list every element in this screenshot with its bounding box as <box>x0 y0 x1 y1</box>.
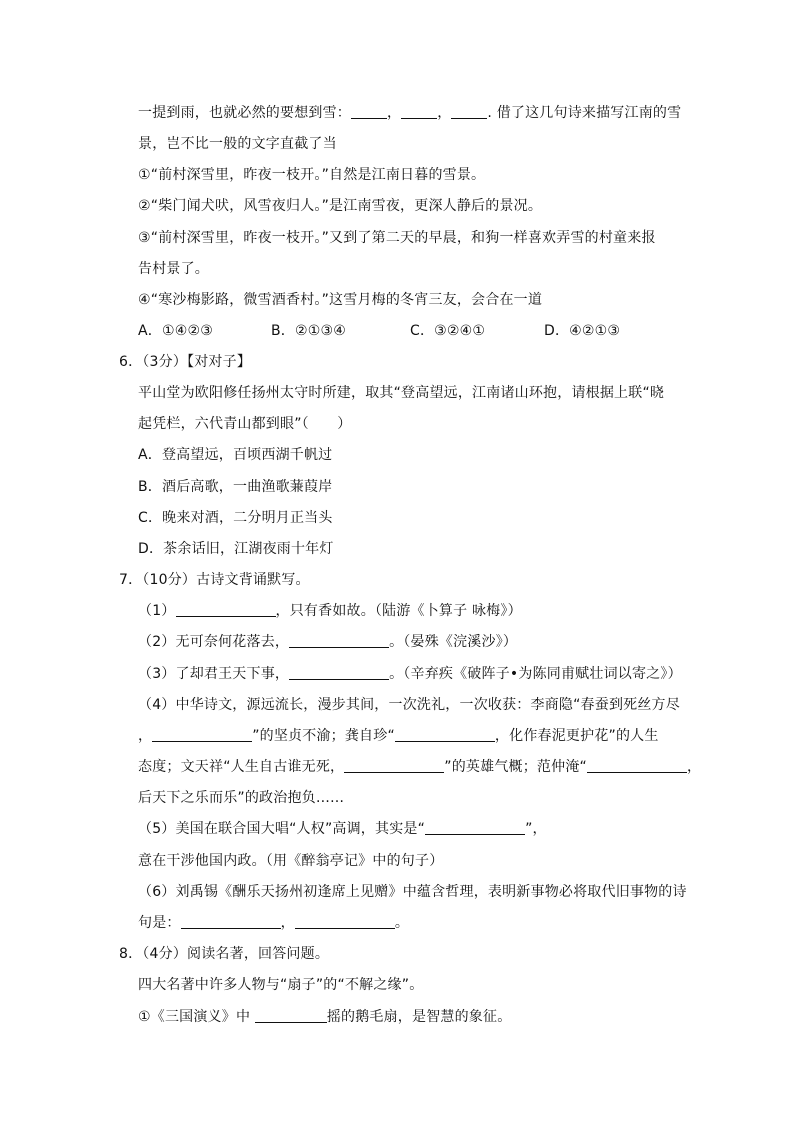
q7-blank-2[interactable] <box>289 633 389 648</box>
q7-sub6-line2: 句是： ， 。 <box>138 915 410 931</box>
q7-sub5-line1: （5）美国在联合国大唱“人权”高调，其实是“ ”， <box>138 821 547 837</box>
q5-option-d[interactable]: D．④②①③ <box>544 323 621 339</box>
q7-blank-7[interactable] <box>587 758 687 773</box>
q5-item-3-cont: 告村景了。 <box>138 261 209 277</box>
q5-stem-line2: 景，岂不比一般的文字直截了当 <box>138 136 337 152</box>
q8-item-1: ①《三国演义》中 摇的鹅毛扇，是智慧的象征。 <box>138 1009 512 1025</box>
q7-blank-1[interactable] <box>176 602 276 617</box>
q5-option-c[interactable]: C．③②④① <box>410 323 486 339</box>
q7-blank-10[interactable] <box>295 914 395 929</box>
q5-blank-3[interactable] <box>451 104 487 119</box>
q7-sub2: （2）无可奈何花落去， 。（晏殊《浣溪沙》） <box>138 634 518 650</box>
q7-blank-9[interactable] <box>181 914 281 929</box>
q7-blank-8[interactable] <box>425 820 525 835</box>
q5-options <box>138 321 620 341</box>
q5-item-3: ③“前村深雪里，昨夜一枝开。”又到了第二天的早晨，和狗一样喜欢弄雪的村童来报 <box>138 230 656 246</box>
q5-option-b[interactable]: B．②①③④ <box>271 323 347 339</box>
q7-sub6-line1: （6）刘禹锡《酬乐天扬州初逢席上见赠》中蕴含哲理，表明新事物必将取代旧事物的诗 <box>138 884 687 900</box>
q7-sub4-line1: （4）中华诗文，源远流长，漫步其间，一次洗礼，一次收获：李商隐“春蚕到死丝方尽 <box>138 697 680 713</box>
q5-item-1: ①“前村深雪里，昨夜一枝开。”自然是江南日暮的雪景。 <box>138 167 486 183</box>
q5-item-2: ②“柴门闻犬吠，风雪夜归人。”是江南雪夜，更深人静后的景况。 <box>138 198 543 214</box>
q6-option-c[interactable]: C．晚来对酒，二分明月正当头 <box>138 510 333 526</box>
q6-stem-line2: 起凭栏，六代青山都到眼”（ ） <box>138 416 352 432</box>
q5-option-a[interactable]: A．①④②③ <box>138 323 213 339</box>
q5-blank-1[interactable] <box>351 104 387 119</box>
q6-heading: 6．（3分）【对对子】 <box>119 354 252 370</box>
q7-sub5-line2: 意在干涉他国内政。（用《醉翁亭记》中的句子） <box>138 853 444 869</box>
q6-option-d[interactable]: D．茶余话旧，江湖夜雨十年灯 <box>138 541 334 557</box>
q5-item-4: ④“寒沙梅影路，微雪酒香村。”这雪月梅的冬宵三友，会合在一道 <box>138 292 543 308</box>
q8-blank-1[interactable] <box>255 1008 327 1023</box>
q7-blank-6[interactable] <box>344 758 444 773</box>
q7-sub4-line3: 态度；文天祥“人生自古谁无死， ”的英雄气概；范仲淹“ ， <box>138 759 702 775</box>
q6-option-a[interactable]: A．登高望远，百顷西湖千帆过 <box>138 447 333 463</box>
q8-stem: 四大名著中许多人物与“扇子”的“不解之缘”。 <box>138 977 424 993</box>
q5-blank-2[interactable] <box>401 104 437 119</box>
q7-sub1: （1） ，只有香如故。（陆游《卜算子 咏梅》） <box>138 603 522 619</box>
q6-option-b[interactable]: B．酒后高歌，一曲渔歌蒹葭岸 <box>138 479 333 495</box>
q8-heading: 8．（4分）阅读名著，回答问题。 <box>119 946 330 962</box>
q7-heading: 7．（10分）古诗文背诵默写。 <box>119 572 310 588</box>
q7-sub4-line2: ， ”的坚贞不渝；龚自珍“ ，化作春泥更护花”的人生 <box>138 728 659 744</box>
q7-blank-4[interactable] <box>152 727 252 742</box>
q7-blank-5[interactable] <box>395 727 495 742</box>
q7-sub3: （3）了却君王天下事， 。（辛弃疾《破阵子•为陈同甫赋壮词以寄之》） <box>138 666 682 682</box>
q7-blank-3[interactable] <box>289 665 389 680</box>
q6-stem-line1: 平山堂为欧阳修任扬州太守时所建，取其“登高望远，江南诸山环抱，请根据上联“晓 <box>138 385 665 401</box>
q5-stem-line1: 一提到雨，也就必然的要想到雪： ， ， . 借了这几句诗来描写江南的雪 <box>138 105 682 121</box>
q7-sub4-line4: 后天下之乐而乐”的政治抱负…… <box>138 790 345 806</box>
